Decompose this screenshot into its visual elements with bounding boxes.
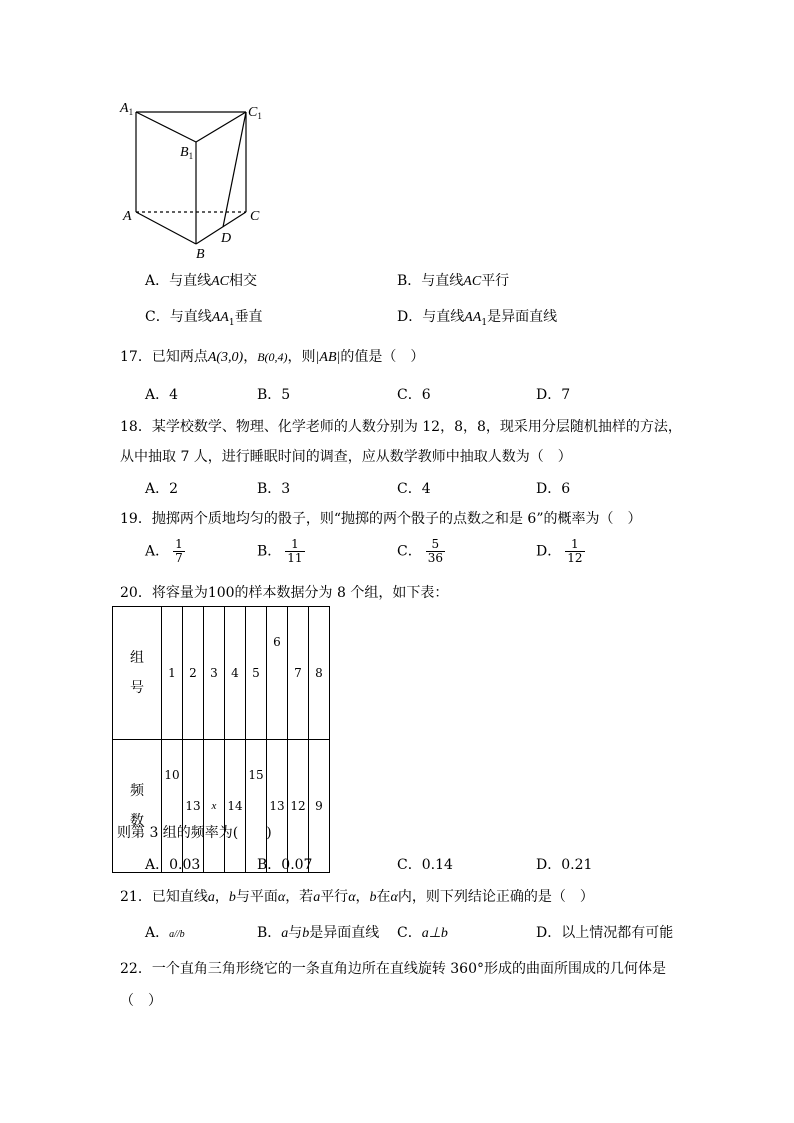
q17-stem: 17．已知两点A(3,0)，B(0,4)，则|AB|的值是（ ） — [120, 349, 425, 365]
label-c1: $C_1$ — [248, 105, 262, 121]
label-d: D — [221, 231, 232, 246]
fraction: $\frac{5}{36}$ — [427, 537, 443, 565]
q17-option-a[interactable]: A．4 — [145, 387, 179, 403]
header-group: 组 号 — [113, 607, 162, 740]
q20-question: 则第 3 组的频率为( ) — [117, 825, 272, 841]
q18-option-d[interactable]: D．6 — [536, 481, 571, 497]
group-cell: 2 — [183, 607, 204, 740]
freq-cell: 14 — [225, 740, 246, 873]
group-cell: 3 — [204, 607, 225, 740]
group-cell: 4 — [225, 607, 246, 740]
q21-option-a[interactable]: A．a//b — [145, 925, 185, 941]
q19-option-a[interactable]: A． $\frac{1}{7}$ — [145, 537, 183, 565]
q19-stem: 19．抛掷两个质地均匀的骰子，则“抛掷的两个骰子的点数之和是 6”的概率为（ ） — [120, 511, 642, 527]
fraction: $\frac{1}{12}$ — [567, 537, 583, 565]
label-b: B — [196, 247, 205, 262]
label-c: C — [250, 209, 260, 224]
fraction: $\frac{1}{7}$ — [175, 537, 183, 565]
freq-cell: 12 — [288, 740, 309, 873]
q16-option-d[interactable]: D．与直线$AA_1$是异面直线 — [397, 309, 558, 328]
q20-stem: 20．将容量为100的样本数据分为 8 个组，如下表： — [120, 585, 449, 601]
edge-b1c1 — [196, 112, 246, 142]
q21-option-d[interactable]: D．以上情况都有可能 — [536, 925, 674, 941]
q20-option-c[interactable]: C．0.14 — [397, 857, 453, 873]
prism-diagram — [112, 92, 282, 262]
header-freq: 频 数 — [113, 740, 162, 873]
q21-stem: 21．已知直线a，b与平面α，若a平行α，b在α内，则下列结论正确的是（ ） — [120, 889, 594, 905]
label-a: A — [123, 209, 132, 224]
q18-option-c[interactable]: C．4 — [397, 481, 431, 497]
freq-cell: 10 — [162, 740, 183, 873]
group-cell: 8 — [309, 607, 330, 740]
q16-option-a[interactable]: A．与直线AC相交 — [145, 273, 258, 289]
group-cell: 5 — [246, 607, 267, 740]
segment-c1d — [223, 112, 246, 227]
q19-option-d[interactable]: D． $\frac{1}{12}$ — [536, 537, 583, 565]
q21-option-c[interactable]: C．a⊥b — [397, 925, 448, 941]
q18-option-b[interactable]: B．3 — [257, 481, 291, 497]
q22-stem-line2: （ ） — [120, 993, 162, 1009]
q17-option-c[interactable]: C．6 — [397, 387, 431, 403]
freq-cell: 15 — [246, 740, 267, 873]
q18-stem-line2: 从中抽取 7 人，进行睡眠时间的调查，应从数学教师中抽取人数为（ ） — [120, 449, 572, 465]
freq-cell: 13 — [183, 740, 204, 873]
q19-option-b[interactable]: B． $\frac{1}{11}$ — [257, 537, 303, 565]
q22-stem-line1: 22．一个直角三角形绕它的一条直角边所在直线旋转 360°形成的曲面所围成的几何体是 — [120, 961, 666, 977]
q16-option-b[interactable]: B．与直线AC平行 — [397, 273, 510, 289]
fraction: $\frac{1}{11}$ — [287, 537, 303, 565]
freq-cell: 9 — [309, 740, 330, 873]
table-row-freqs — [113, 740, 330, 873]
q20-option-d[interactable]: D．0.21 — [536, 857, 593, 873]
q17-option-d[interactable]: D．7 — [536, 387, 571, 403]
group-cell: 7 — [288, 607, 309, 740]
q17-option-b[interactable]: B．5 — [257, 387, 291, 403]
q18-stem-line1: 18．某学校数学、物理、化学老师的人数分别为 12，8，8，现采用分层随机抽样的方法， — [120, 419, 682, 435]
q21-option-b[interactable]: B．a与b是异面直线 — [257, 925, 380, 941]
group-cell: 1 — [162, 607, 183, 740]
table-row-groups — [113, 607, 330, 740]
freq-cell: x — [204, 740, 225, 873]
freq-cell: 13 — [267, 740, 288, 873]
q20-option-a[interactable]: A．0.03 — [145, 857, 201, 873]
edge-ab — [136, 212, 196, 244]
label-a1: $A_1$ — [120, 101, 134, 117]
group-cell: 6 — [267, 607, 288, 740]
q20-option-b[interactable]: B．0.07 — [257, 857, 313, 873]
prism-figure — [112, 92, 282, 262]
q19-option-c[interactable]: C． $\frac{5}{36}$ — [397, 537, 443, 565]
q18-option-a[interactable]: A．2 — [145, 481, 179, 497]
label-b1: $B_1$ — [180, 145, 194, 161]
q16-option-c[interactable]: C．与直线$AA_1$垂直 — [145, 309, 263, 328]
edge-a1b1 — [136, 112, 196, 142]
